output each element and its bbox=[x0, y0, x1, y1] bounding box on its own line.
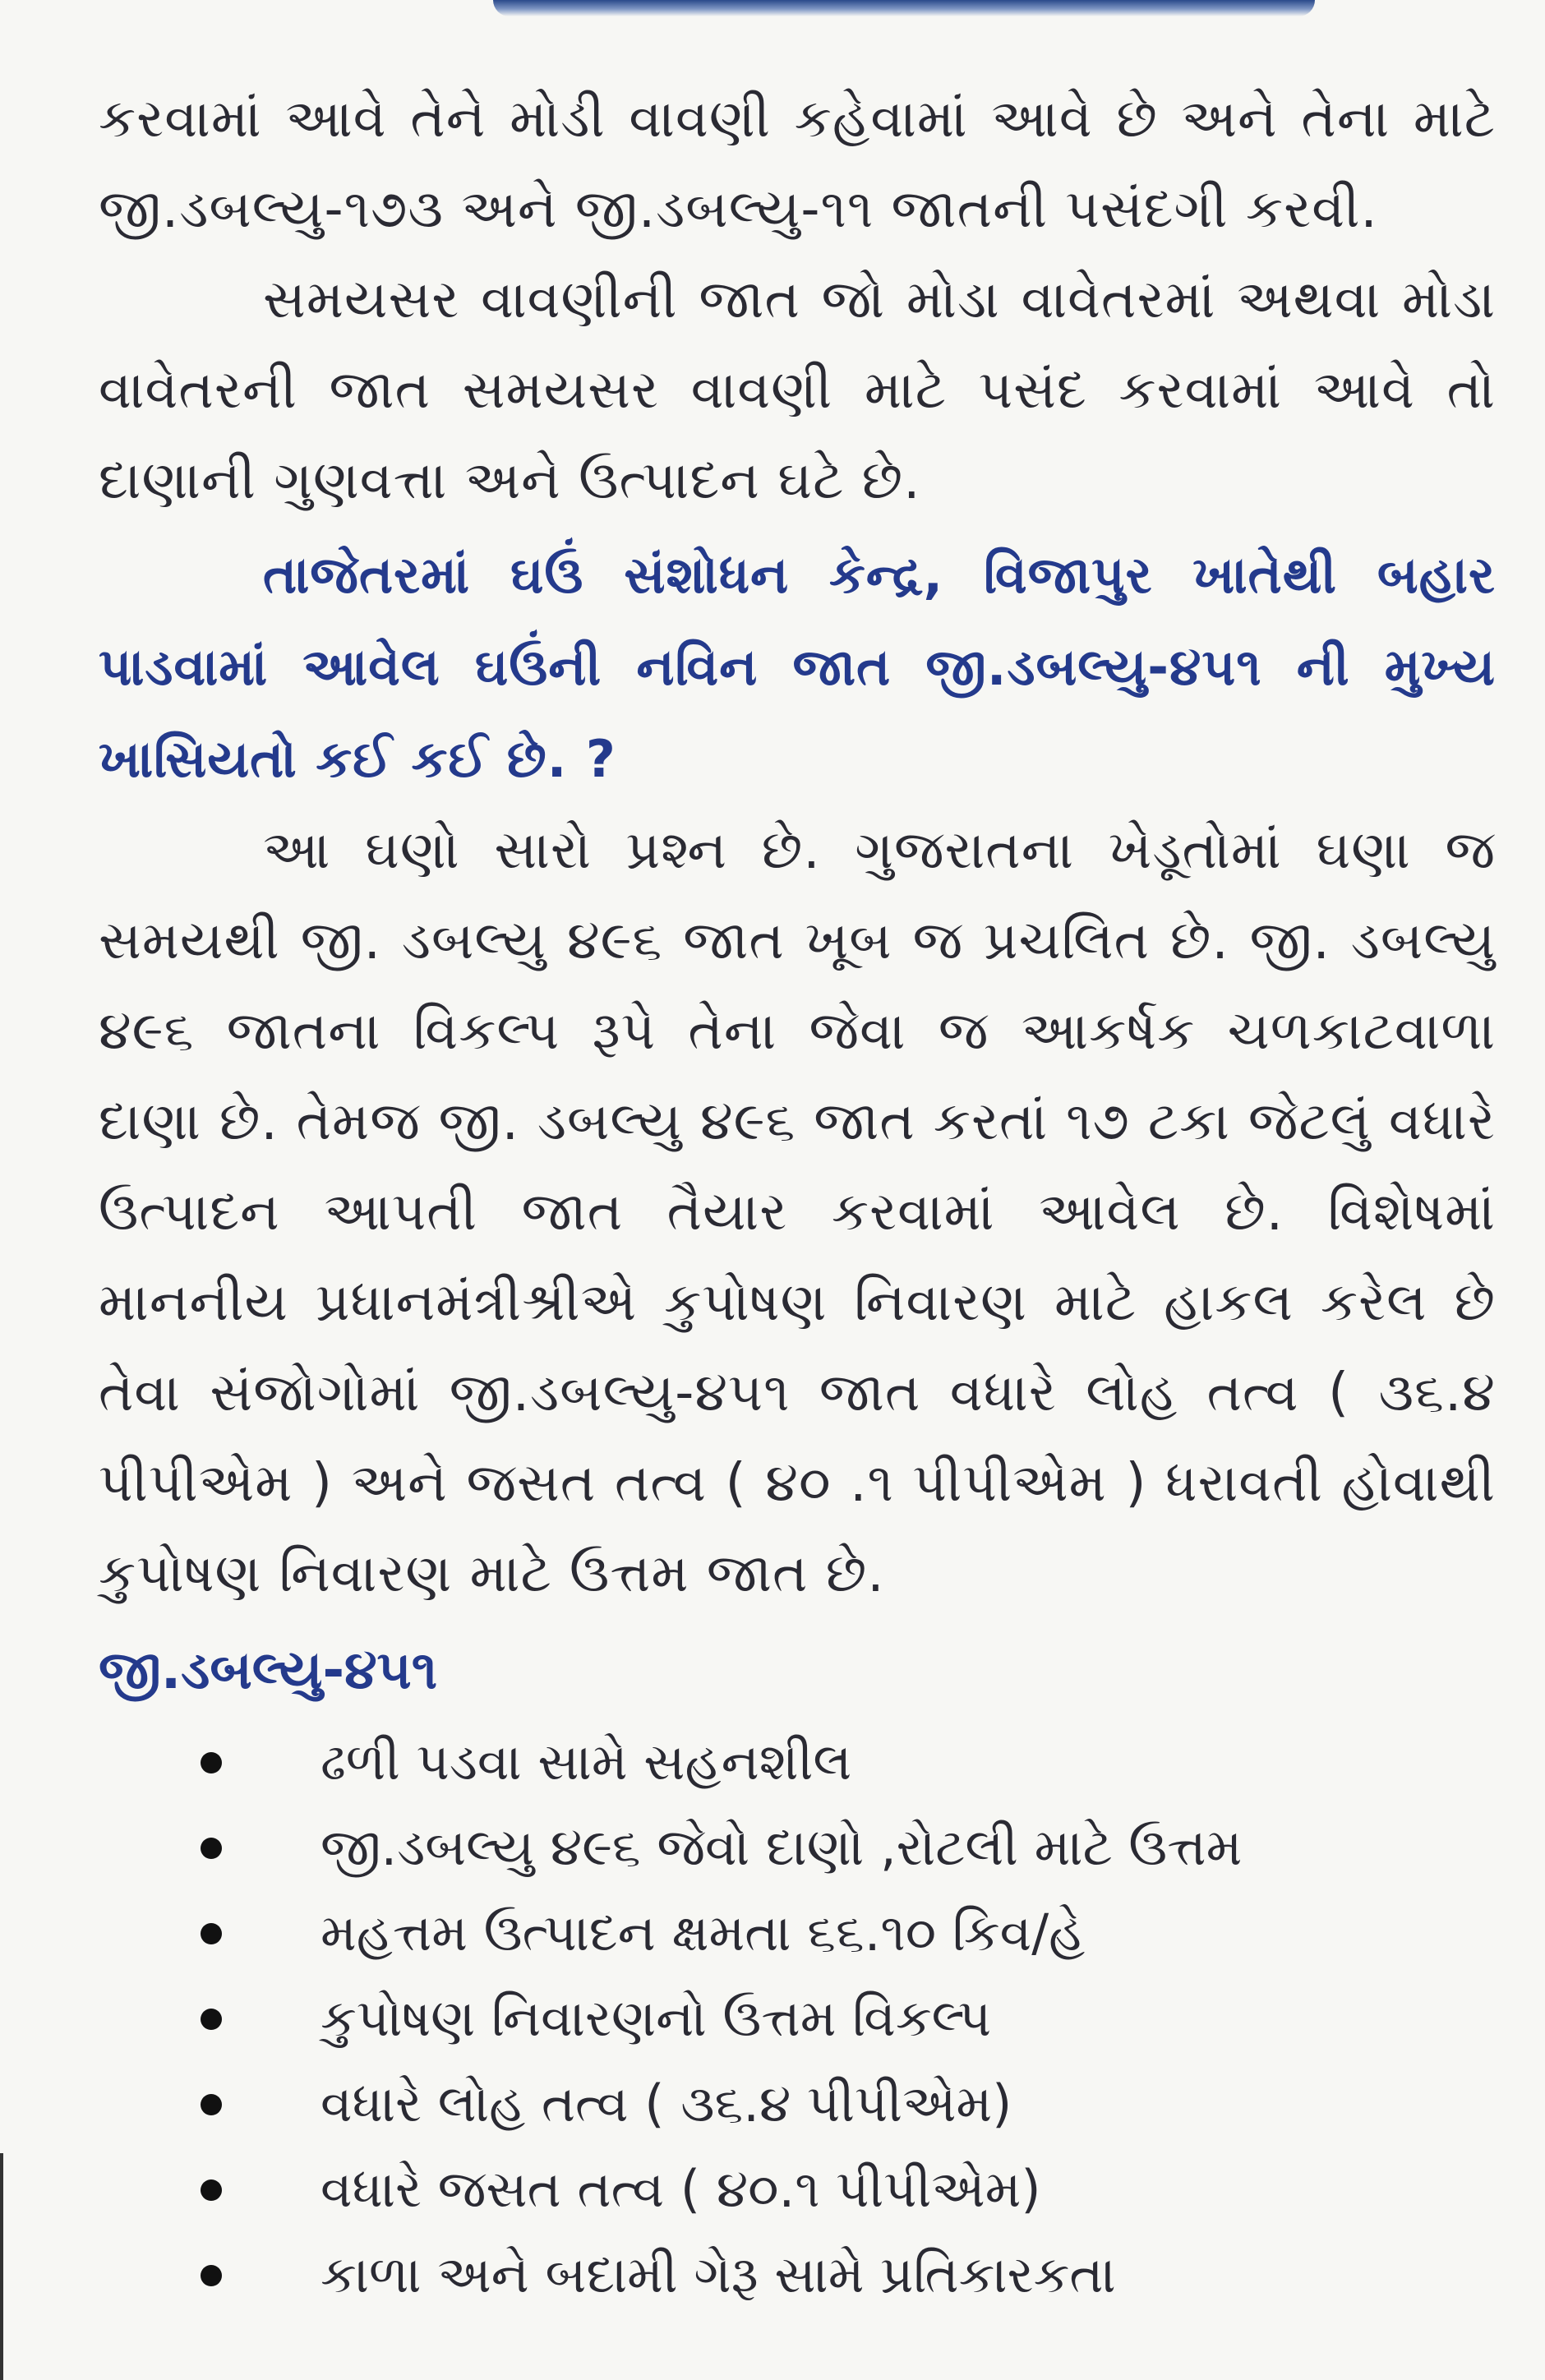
document-page bbox=[99, 74, 1496, 2318]
paragraph-late-sowing: કરવામાં આવે તેને મોડી વાવણી કહેવામાં આવે છે અને તેના માટે જી.ડબલ્યુ-૧૭૩ અને જી.ડબલ્યુ-૧૧ જાતની પસંદગી કરવી. bbox=[99, 89, 1496, 240]
list-item: જી.ડબલ્યુ ૪૯૬ જેવો દાણો ,રોટલી માટે ઉત્તમ bbox=[99, 1805, 1496, 1890]
page-edge bbox=[0, 2153, 3, 2380]
list-item: વધારે લોહ તત્વ ( ૩૬.૪ પીપીએમ) bbox=[99, 2061, 1496, 2147]
list-item: કાળા અને બદામી ગેરૂ સામે પ્રતિકારકતા bbox=[99, 2232, 1496, 2318]
list-item: મહત્તમ ઉત્પાદન ક્ષમતા ૬૬.૧૦ કિવ/હે bbox=[99, 1890, 1496, 1976]
variety-heading: જી.ડબલ્યુ-૪૫૧ bbox=[99, 1640, 438, 1701]
top-edge-shadow bbox=[493, 0, 1315, 16]
paragraph-timely-sowing: સમયસર વાવણીની જાત જો મોડા વાવેતરમાં અથવા મોડા વાવેતરની જાત સમયસર વાવણી માટે પસંદ કરવામાં આવે તો દાણાની ગુણવત્તા અને ઉત્પાદન ઘટે છે. bbox=[99, 270, 1496, 511]
question-heading: તાજેતરમાં ઘઉં સંશોધન કેન્દ્ર, વિજાપુર ખાતેથી બહાર પાડવામાં આવેલ ઘઉંની નવિન જાત જી.ડબલ્યુ-૪૫૧ ની મુખ્ય ખાસિયતો કઈ કઈ છે. ? bbox=[99, 545, 1496, 789]
list-item: કુપોષણ નિવારણનો ઉત્તમ વિકલ્પ bbox=[99, 1976, 1496, 2061]
answer-paragraph: આ ઘણો સારો પ્રશ્ન છે. ગુજરાતના ખેડૂતોમાં ઘણા જ સમયથી જી. ડબલ્યુ ૪૯૬ જાત ખૂબ જ પ્રચલિત છે. જી. ડબલ્યુ ૪૯૬ જાતના વિકલ્પ રૂપે તેના જેવા જ આકર્ષક ચળકાટવાળા દાણા છે. તેમજ જી. ડબલ્યુ ૪૯૬ જાત કરતાં ૧૭ ટકા જેટલું વધારે ઉત્પાદન આપતી જાત તૈયાર કરવામાં આવેલ છે. વિશેષમાં માનનીય પ્રધાનમંત્રીશ્રીએ કુપોષણ નિવારણ માટે હાકલ કરેલ છે તેવા સંજોગોમાં જી.ડબલ્યુ-૪૫૧ જાત વધારે લોહ તત્વ ( ૩૬.૪ પીપીએમ ) અને જસત તત્વ ( ૪૦ .૧ પીપીએમ ) ધરાવતી હોવાથી કુપોષણ નિવારણ માટે ઉત્તમ જાત છે. bbox=[99, 820, 1496, 1604]
list-item: વધારે જસત તત્વ ( ૪૦.૧ પીપીએમ) bbox=[99, 2147, 1496, 2232]
feature-list bbox=[99, 1719, 1496, 2318]
list-item: ઢળી પડવા સામે સહનશીલ bbox=[99, 1719, 1496, 1805]
